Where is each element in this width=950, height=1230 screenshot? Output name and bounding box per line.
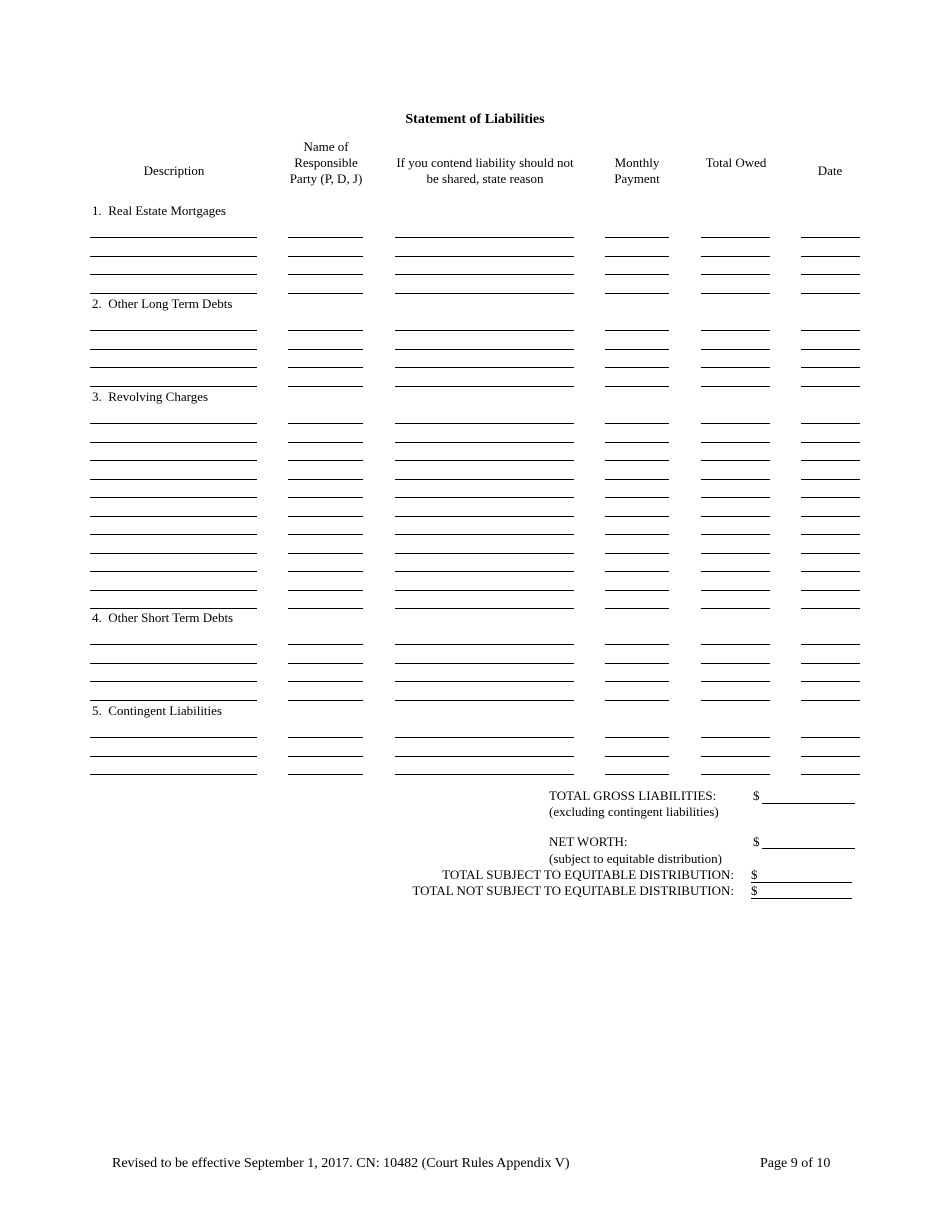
blank-party-line[interactable] bbox=[288, 644, 363, 645]
blank-total-line[interactable] bbox=[701, 553, 770, 554]
col-header-party: Name of Responsible Party (P, D, J) bbox=[289, 139, 363, 186]
blank-total-line[interactable] bbox=[701, 460, 770, 461]
blank-monthly-line[interactable] bbox=[605, 497, 669, 498]
col-header-total: Total Owed bbox=[705, 155, 767, 170]
blank-total-line[interactable] bbox=[701, 516, 770, 517]
blank-reason-line[interactable] bbox=[395, 330, 574, 331]
blank-monthly-line[interactable] bbox=[605, 553, 669, 554]
blank-total-line[interactable] bbox=[701, 644, 770, 645]
col-header-reason: If you contend liability should not be shared, state reason bbox=[396, 155, 574, 186]
blank-description-line[interactable] bbox=[90, 423, 257, 424]
blank-party-line[interactable] bbox=[288, 330, 363, 331]
blank-total-line[interactable] bbox=[701, 681, 770, 682]
blank-party-line[interactable] bbox=[288, 367, 363, 368]
net-worth-label: NET WORTH: bbox=[549, 834, 628, 849]
blank-party-line[interactable] bbox=[288, 423, 363, 424]
blank-party-line[interactable] bbox=[288, 571, 363, 572]
blank-party-line[interactable] bbox=[288, 737, 363, 738]
blank-description-line[interactable] bbox=[90, 644, 257, 645]
blank-date-line[interactable] bbox=[801, 571, 860, 572]
blank-description-line[interactable] bbox=[90, 663, 257, 664]
blank-reason-line[interactable] bbox=[395, 460, 574, 461]
total-gross-note: (excluding contingent liabilities) bbox=[549, 804, 719, 819]
blank-total-line[interactable] bbox=[701, 608, 770, 609]
blank-monthly-line[interactable] bbox=[605, 571, 669, 572]
blank-monthly-line[interactable] bbox=[605, 386, 669, 387]
blank-monthly-line[interactable] bbox=[605, 274, 669, 275]
blank-date-line[interactable] bbox=[801, 756, 860, 757]
blank-date-line[interactable] bbox=[801, 516, 860, 517]
blank-date-line[interactable] bbox=[801, 274, 860, 275]
blank-monthly-line[interactable] bbox=[605, 256, 669, 257]
blank-description-line[interactable] bbox=[90, 700, 257, 701]
total-subject-dollar: $ bbox=[751, 867, 758, 882]
footer-revision: Revised to be effective September 1, 2017. CN: 10482 (Court Rules Appendix V) bbox=[112, 1156, 570, 1171]
blank-reason-line[interactable] bbox=[395, 553, 574, 554]
blank-total-line[interactable] bbox=[701, 237, 770, 238]
total-subject-field[interactable] bbox=[751, 882, 852, 883]
blank-date-line[interactable] bbox=[801, 237, 860, 238]
blank-description-line[interactable] bbox=[90, 460, 257, 461]
blank-description-line[interactable] bbox=[90, 756, 257, 757]
blank-party-line[interactable] bbox=[288, 700, 363, 701]
col-header-date: Date bbox=[817, 163, 843, 178]
section-label: 5. Contingent Liabilities bbox=[92, 703, 222, 718]
blank-party-line[interactable] bbox=[288, 590, 363, 591]
blank-monthly-line[interactable] bbox=[605, 237, 669, 238]
blank-total-line[interactable] bbox=[701, 774, 770, 775]
blank-description-line[interactable] bbox=[90, 737, 257, 738]
section-label: 2. Other Long Term Debts bbox=[92, 296, 233, 311]
blank-total-line[interactable] bbox=[701, 590, 770, 591]
blank-total-line[interactable] bbox=[701, 756, 770, 757]
blank-date-line[interactable] bbox=[801, 349, 860, 350]
blank-total-line[interactable] bbox=[701, 256, 770, 257]
blank-description-line[interactable] bbox=[90, 442, 257, 443]
blank-description-line[interactable] bbox=[90, 293, 257, 294]
page-title: Statement of Liabilities bbox=[405, 112, 545, 127]
blank-party-line[interactable] bbox=[288, 479, 363, 480]
total-not-subject-dollar: $ bbox=[751, 883, 758, 898]
blank-party-line[interactable] bbox=[288, 553, 363, 554]
blank-monthly-line[interactable] bbox=[605, 737, 669, 738]
blank-monthly-line[interactable] bbox=[605, 590, 669, 591]
blank-party-line[interactable] bbox=[288, 293, 363, 294]
blank-reason-line[interactable] bbox=[395, 423, 574, 424]
blank-monthly-line[interactable] bbox=[605, 349, 669, 350]
blank-description-line[interactable] bbox=[90, 590, 257, 591]
blank-total-line[interactable] bbox=[701, 367, 770, 368]
blank-date-line[interactable] bbox=[801, 553, 860, 554]
blank-reason-line[interactable] bbox=[395, 737, 574, 738]
section-label: 4. Other Short Term Debts bbox=[92, 610, 234, 625]
blank-date-line[interactable] bbox=[801, 479, 860, 480]
blank-reason-line[interactable] bbox=[395, 644, 574, 645]
blank-total-line[interactable] bbox=[701, 663, 770, 664]
blank-party-line[interactable] bbox=[288, 774, 363, 775]
blank-description-line[interactable] bbox=[90, 349, 257, 350]
blank-monthly-line[interactable] bbox=[605, 700, 669, 701]
blank-description-line[interactable] bbox=[90, 571, 257, 572]
blank-date-line[interactable] bbox=[801, 700, 860, 701]
blank-monthly-line[interactable] bbox=[605, 774, 669, 775]
blank-description-line[interactable] bbox=[90, 497, 257, 498]
blank-date-line[interactable] bbox=[801, 644, 860, 645]
blank-description-line[interactable] bbox=[90, 553, 257, 554]
blank-total-line[interactable] bbox=[701, 479, 770, 480]
blank-monthly-line[interactable] bbox=[605, 608, 669, 609]
blank-description-line[interactable] bbox=[90, 256, 257, 257]
blank-party-line[interactable] bbox=[288, 608, 363, 609]
blank-total-line[interactable] bbox=[701, 700, 770, 701]
blank-party-line[interactable] bbox=[288, 681, 363, 682]
blank-party-line[interactable] bbox=[288, 237, 363, 238]
blank-total-line[interactable] bbox=[701, 534, 770, 535]
blank-date-line[interactable] bbox=[801, 330, 860, 331]
section-label: 3. Revolving Charges bbox=[92, 389, 209, 404]
blank-reason-line[interactable] bbox=[395, 516, 574, 517]
blank-total-line[interactable] bbox=[701, 349, 770, 350]
blank-reason-line[interactable] bbox=[395, 386, 574, 387]
blank-description-line[interactable] bbox=[90, 774, 257, 775]
blank-reason-line[interactable] bbox=[395, 256, 574, 257]
blank-monthly-line[interactable] bbox=[605, 293, 669, 294]
blank-total-line[interactable] bbox=[701, 571, 770, 572]
blank-party-line[interactable] bbox=[288, 756, 363, 757]
blank-date-line[interactable] bbox=[801, 608, 860, 609]
blank-date-line[interactable] bbox=[801, 293, 860, 294]
total-not-subject-label: TOTAL NOT SUBJECT TO EQUITABLE DISTRIBUTION: bbox=[412, 883, 734, 898]
blank-party-line[interactable] bbox=[288, 256, 363, 257]
blank-party-line[interactable] bbox=[288, 663, 363, 664]
blank-date-line[interactable] bbox=[801, 460, 860, 461]
col-header-monthly: Monthly Payment bbox=[614, 155, 660, 186]
blank-party-line[interactable] bbox=[288, 442, 363, 443]
blank-date-line[interactable] bbox=[801, 663, 860, 664]
blank-description-line[interactable] bbox=[90, 534, 257, 535]
blank-total-line[interactable] bbox=[701, 386, 770, 387]
blank-reason-line[interactable] bbox=[395, 534, 574, 535]
blank-reason-line[interactable] bbox=[395, 590, 574, 591]
blank-description-line[interactable] bbox=[90, 330, 257, 331]
blank-reason-line[interactable] bbox=[395, 700, 574, 701]
blank-party-line[interactable] bbox=[288, 386, 363, 387]
total-not-subject-field[interactable] bbox=[751, 898, 852, 899]
blank-total-line[interactable] bbox=[701, 274, 770, 275]
blank-party-line[interactable] bbox=[288, 349, 363, 350]
net-worth-note: (subject to equitable distribution) bbox=[549, 851, 722, 866]
blank-monthly-line[interactable] bbox=[605, 442, 669, 443]
blank-monthly-line[interactable] bbox=[605, 534, 669, 535]
blank-party-line[interactable] bbox=[288, 460, 363, 461]
blank-date-line[interactable] bbox=[801, 534, 860, 535]
blank-date-line[interactable] bbox=[801, 737, 860, 738]
footer-page-number: Page 9 of 10 bbox=[760, 1156, 831, 1171]
total-gross-dollar: $ bbox=[753, 788, 760, 803]
blank-monthly-line[interactable] bbox=[605, 644, 669, 645]
blank-party-line[interactable] bbox=[288, 274, 363, 275]
blank-monthly-line[interactable] bbox=[605, 479, 669, 480]
blank-description-line[interactable] bbox=[90, 516, 257, 517]
blank-party-line[interactable] bbox=[288, 516, 363, 517]
blank-monthly-line[interactable] bbox=[605, 681, 669, 682]
blank-party-line[interactable] bbox=[288, 534, 363, 535]
blank-reason-line[interactable] bbox=[395, 442, 574, 443]
total-gross-field[interactable] bbox=[762, 803, 855, 804]
blank-reason-line[interactable] bbox=[395, 774, 574, 775]
blank-monthly-line[interactable] bbox=[605, 756, 669, 757]
blank-monthly-line[interactable] bbox=[605, 330, 669, 331]
blank-reason-line[interactable] bbox=[395, 681, 574, 682]
blank-monthly-line[interactable] bbox=[605, 460, 669, 461]
blank-date-line[interactable] bbox=[801, 497, 860, 498]
blank-reason-line[interactable] bbox=[395, 479, 574, 480]
col-header-description: Description bbox=[143, 163, 205, 178]
blank-reason-line[interactable] bbox=[395, 756, 574, 757]
blank-reason-line[interactable] bbox=[395, 349, 574, 350]
blank-reason-line[interactable] bbox=[395, 608, 574, 609]
blank-date-line[interactable] bbox=[801, 774, 860, 775]
blank-date-line[interactable] bbox=[801, 386, 860, 387]
blank-description-line[interactable] bbox=[90, 681, 257, 682]
blank-monthly-line[interactable] bbox=[605, 516, 669, 517]
blank-date-line[interactable] bbox=[801, 423, 860, 424]
blank-description-line[interactable] bbox=[90, 237, 257, 238]
total-gross-label: TOTAL GROSS LIABILITIES: bbox=[549, 788, 717, 803]
blank-date-line[interactable] bbox=[801, 256, 860, 257]
blank-total-line[interactable] bbox=[701, 497, 770, 498]
blank-party-line[interactable] bbox=[288, 497, 363, 498]
blank-reason-line[interactable] bbox=[395, 237, 574, 238]
blank-reason-line[interactable] bbox=[395, 274, 574, 275]
net-worth-dollar: $ bbox=[753, 834, 760, 849]
blank-total-line[interactable] bbox=[701, 737, 770, 738]
blank-total-line[interactable] bbox=[701, 330, 770, 331]
blank-description-line[interactable] bbox=[90, 274, 257, 275]
blank-reason-line[interactable] bbox=[395, 571, 574, 572]
blank-total-line[interactable] bbox=[701, 442, 770, 443]
net-worth-field[interactable] bbox=[762, 848, 855, 849]
blank-description-line[interactable] bbox=[90, 479, 257, 480]
blank-date-line[interactable] bbox=[801, 367, 860, 368]
blank-reason-line[interactable] bbox=[395, 293, 574, 294]
blank-monthly-line[interactable] bbox=[605, 663, 669, 664]
blank-monthly-line[interactable] bbox=[605, 367, 669, 368]
blank-date-line[interactable] bbox=[801, 442, 860, 443]
blank-reason-line[interactable] bbox=[395, 497, 574, 498]
blank-total-line[interactable] bbox=[701, 293, 770, 294]
blank-date-line[interactable] bbox=[801, 590, 860, 591]
blank-description-line[interactable] bbox=[90, 367, 257, 368]
blank-date-line[interactable] bbox=[801, 681, 860, 682]
blank-description-line[interactable] bbox=[90, 386, 257, 387]
blank-total-line[interactable] bbox=[701, 423, 770, 424]
blank-description-line[interactable] bbox=[90, 608, 257, 609]
blank-reason-line[interactable] bbox=[395, 663, 574, 664]
blank-monthly-line[interactable] bbox=[605, 423, 669, 424]
total-subject-label: TOTAL SUBJECT TO EQUITABLE DISTRIBUTION: bbox=[442, 867, 734, 882]
section-label: 1. Real Estate Mortgages bbox=[92, 203, 226, 218]
blank-reason-line[interactable] bbox=[395, 367, 574, 368]
